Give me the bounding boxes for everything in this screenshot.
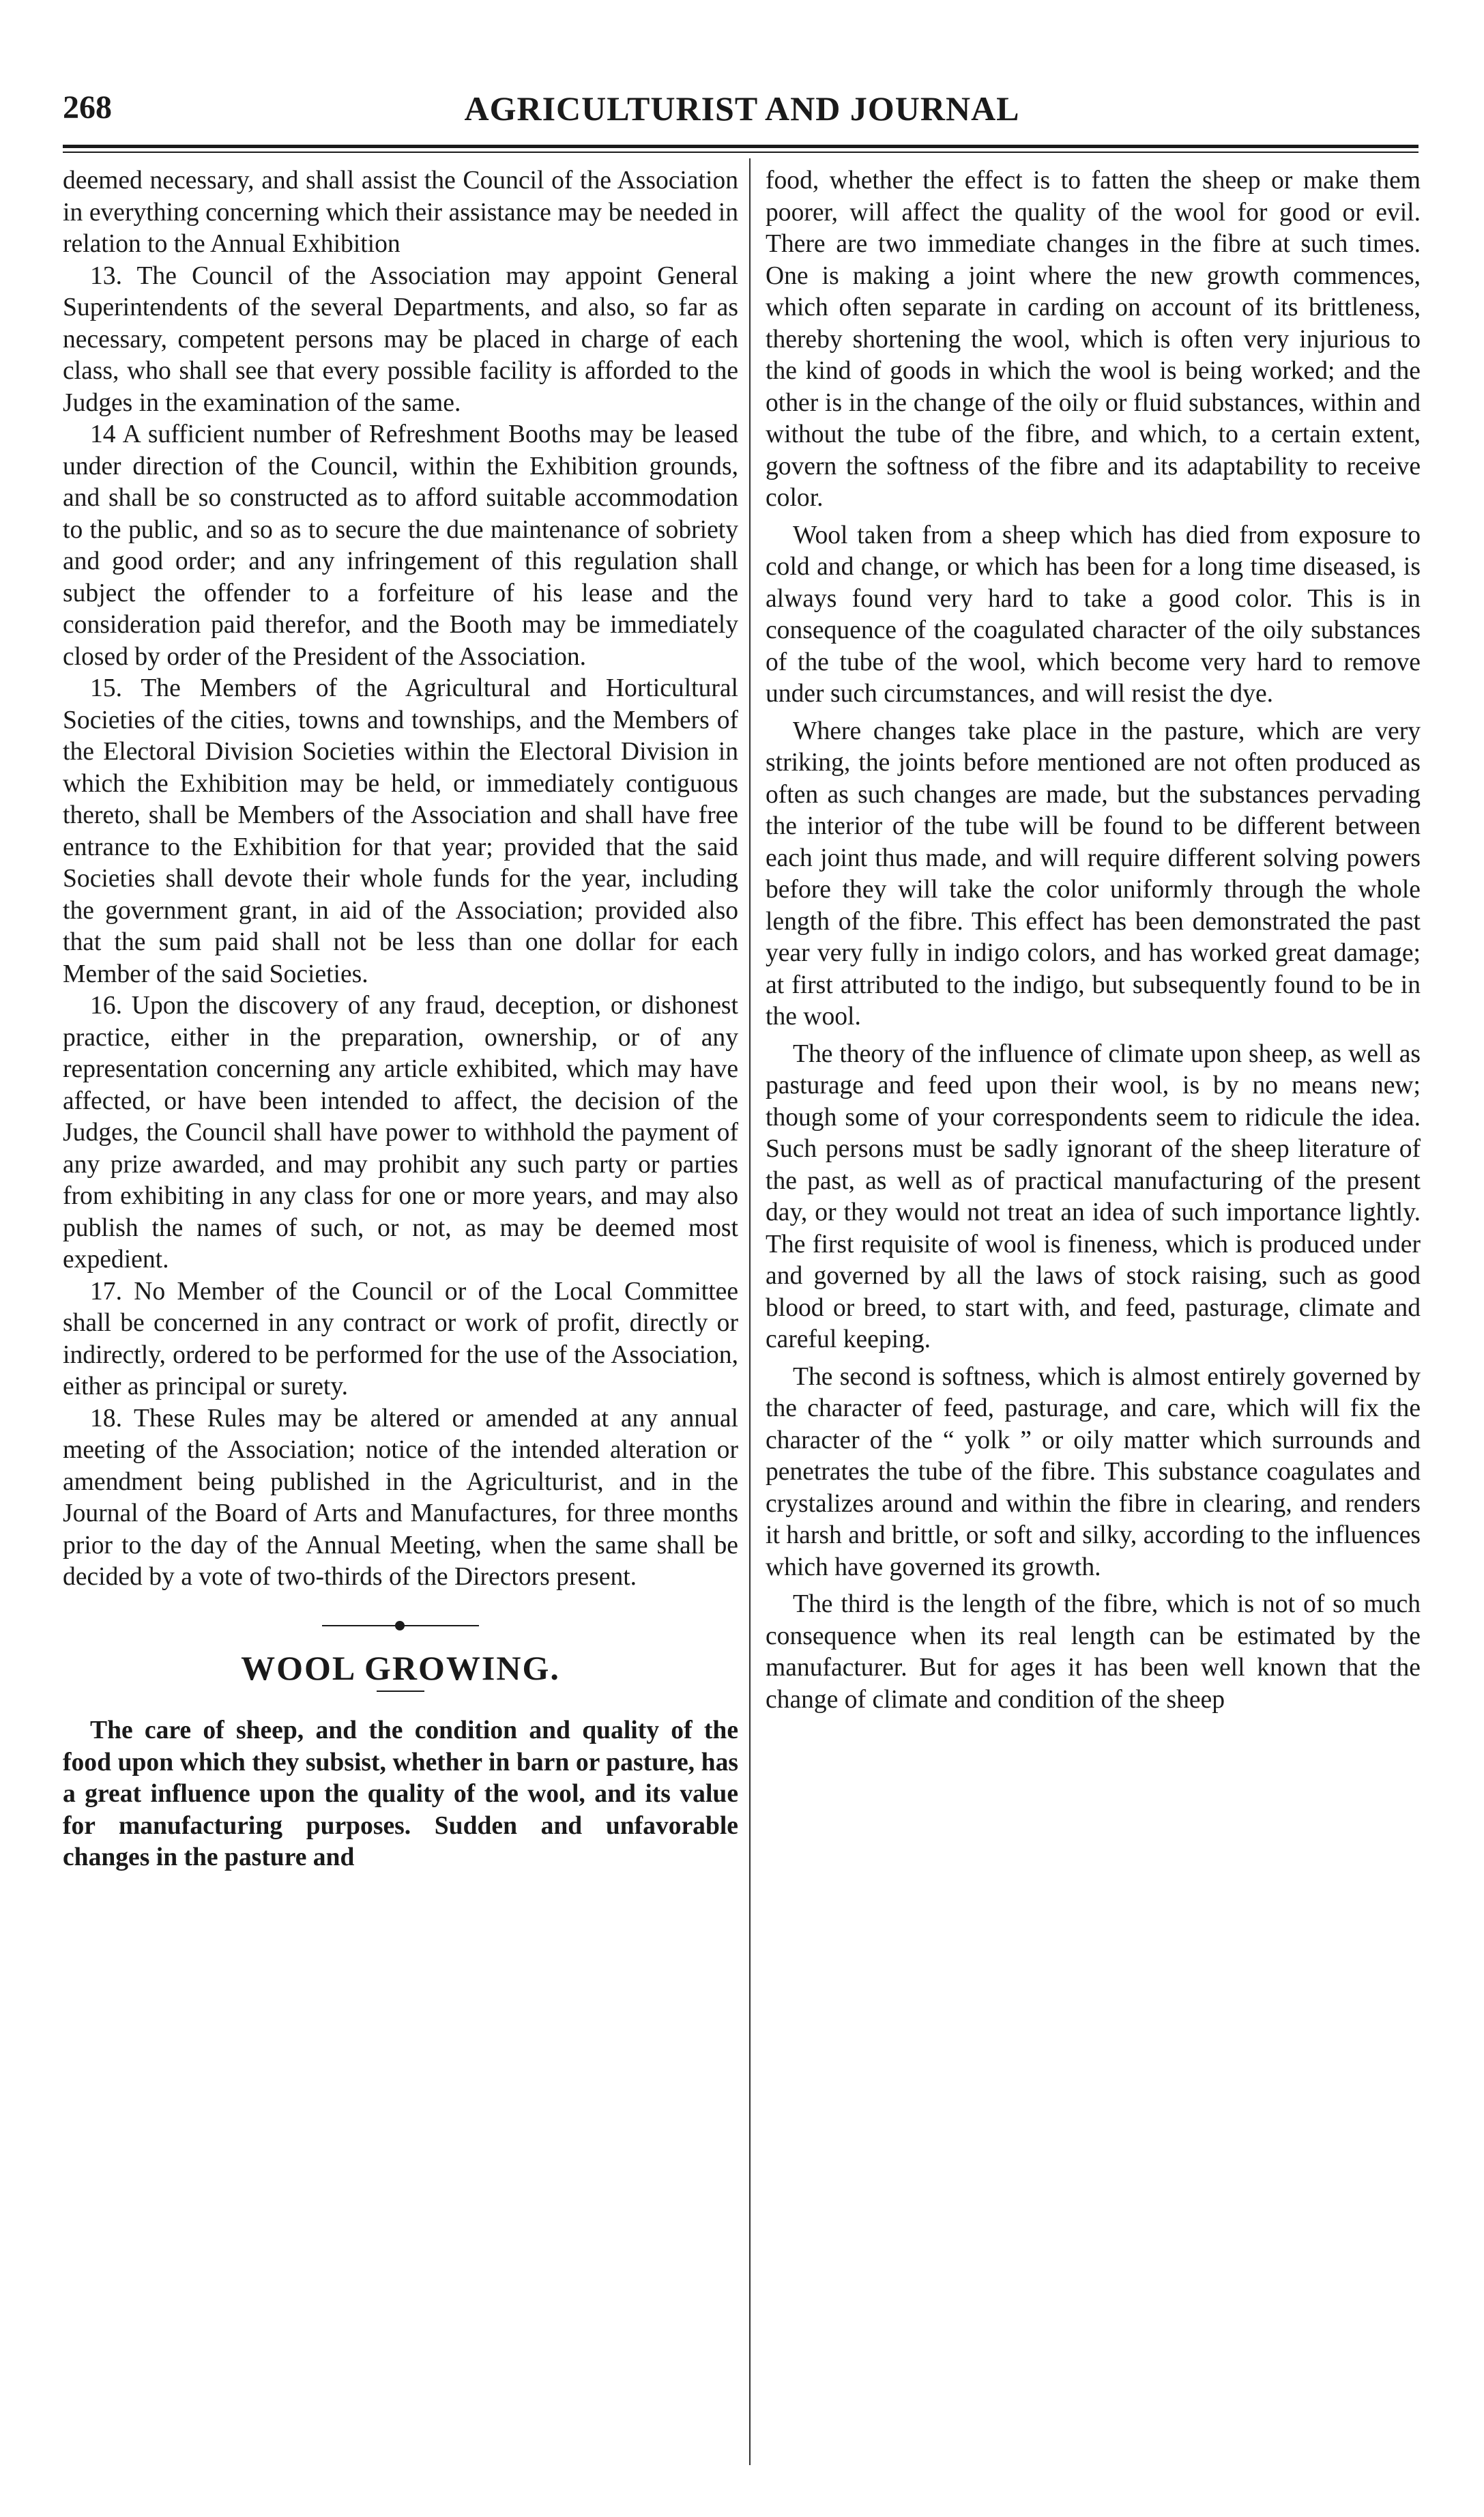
article-paragraph: Where changes take place in the pasture, which are very striking, the joints before mentioned are not often produced as often as such changes are made, but the substances pervading the interior of the tube will be found to be different between each joint thus made, and will require different solving powers before they will take the color uniformly through the whole length of the fibre. This effect has been demonstrated the past year very fully in indigo colors, and has worked great damage; at first attributed to the indigo, but subsequently found to be in the wool. <box>766 717 1421 1031</box>
rule-18-paragraph: 18. These Rules may be altered or amended at any annual meeting of the Association; notice of the intended alteration or amendment being published in the Agriculturist, and in the Journal of the Board of Arts and Manufactures, for three months prior to the day of the Annual Meeting, when the same shall be decided by a vote of two-thirds of the Directors present. <box>63 1404 738 1591</box>
rules-paragraph-continued: deemed necessary, and shall assist the Council of the Association in everything concerning which their assistance may be needed in relation to the Annual Exhibition <box>63 167 738 258</box>
article-paragraph: The second is softness, which is almost entirely governed by the character of feed, pasturage, and care, which will fix the character of the “ yolk ” or oily matter which surrounds and penetrates the tube of the fibre. This substance coagulates and crystalizes around and within the fibre in clearing, and renders it harsh and brittle, or soft and silky, according to the influences which have governed its growth. <box>766 1362 1421 1581</box>
section-heading: WOOL GROWING. <box>241 1648 560 1687</box>
article-paragraph: Wool taken from a sheep which has died from exposure to cold and change, or which has been for a long time diseased, is always found very hard to take a good color. This is in consequence of the coagulated character of the oily substances of the tube of the wool, which become very hard to remove under such circumstances, and will resist the dye. <box>766 521 1421 708</box>
heading-underline <box>377 1691 424 1692</box>
wool-growing-intro-paragraph: The care of sheep, and the condition and quality of the food upon which they subsist, whether in barn or pasture, has a great influence upon the quality of the wool, and its value for manufacturing purposes. Sudden and unfavorable changes in the pasture and <box>63 1716 738 1871</box>
rule-14-paragraph: 14 A sufficient number of Refreshment Booths may be leased under direction of the Council, within the Exhibition grounds, and shall be so constructed as to afford suitable accommodation to the public, and so as to secure the due maintenance of sobriety and good order; and any infringement of this regulation shall subject the offender to a forfeiture of his lease and the consideration paid therefor, and the Booth may be immediately closed by order of the President of the Association. <box>63 420 738 671</box>
rule-17-paragraph: 17. No Member of the Council or of the Local Committee shall be concerned in any contract or work of profit, directly or indirectly, ordered to be performed for the use of the Association, either as principal or surety. <box>63 1277 738 1400</box>
journal-title: AGRICULTURIST AND JOURNAL <box>464 89 1020 128</box>
right-column <box>766 165 1421 1716</box>
article-paragraph-continued: food, whether the effect is to fatten the sheep or make them poorer, will affect the quality of the wool for good or evil. There are two immediate changes in the fibre at such times. One is making a joint where the new growth commences, which often separate in carding on account of its brittleness, thereby shortening the wool, which is often very injurious to the kind of goods in which the wool is being worked; and the other is in the change of the oily or fluid substances, within and without the tube of the fibre, and which, to a certain extent, govern the softness of the fibre and its adaptability to receive color. <box>766 167 1421 512</box>
running-head <box>63 81 1421 135</box>
left-column <box>63 165 738 1874</box>
divider-ornament <box>395 1621 405 1630</box>
article-paragraph: The third is the length of the fibre, which is not of so much consequence when its real length can be estimated by the manufacturer. But for ages it has been well known that the change of climate and condition of the sheep <box>766 1590 1421 1714</box>
section-divider <box>322 1625 479 1626</box>
rule-15-paragraph: 15. The Members of the Agricultural and Horticultural Societies of the cities, towns and townships, and the Members of the Electoral Division Societies within the Electoral Division in which the Exhibition may be held, or immediately contiguous thereto, shall be Members of the Association and shall have free entrance to the Exhibition for that year; provided that the said Societies shall devote their whole funds for the year, including the government grant, in aid of the Association; provided also that the sum paid shall not be less than one dollar for each Member of the said Societies. <box>63 674 738 988</box>
header-rule-thin <box>63 152 1418 153</box>
page-number: 268 <box>63 89 112 126</box>
rule-13-paragraph: 13. The Council of the Association may appoint General Superintendents of the several Departments, and also, so far as necessary, competent persons may be placed in charge of each class, who shall see that every possible facility is afforded to the Judges in the examination of the same. <box>63 261 738 417</box>
header-rule-thick <box>63 145 1418 148</box>
rule-16-paragraph: 16. Upon the discovery of any fraud, deception, or dishonest practice, either in the preparation, ownership, or of any representation concerning any article exhibited, which may have affected, or have been intended to affect, the decision of the Judges, the Council shall have power to withhold the payment of any prize awarded, and may prohibit any such party or parties from exhibiting in any class for one or more years, and may also publish the names of such, or not, as may be deemed most expedient. <box>63 992 738 1274</box>
article-paragraph: The theory of the influence of climate upon sheep, as well as pasturage and feed upon their wool, is by no means new; though some of your correspondents seem to ridicule the idea. Such persons must be sadly ignorant of the sheep literature of the past, as well as of practical manufacturing of the present day, or they would not treat an idea of such importance lightly. The first requisite of wool is fineness, which is produced under and governed by all the laws of stock raising, such as good blood or breed, to start with, and feed, pasturage, climate and careful keeping. <box>766 1039 1421 1353</box>
column-divider <box>749 158 751 2465</box>
